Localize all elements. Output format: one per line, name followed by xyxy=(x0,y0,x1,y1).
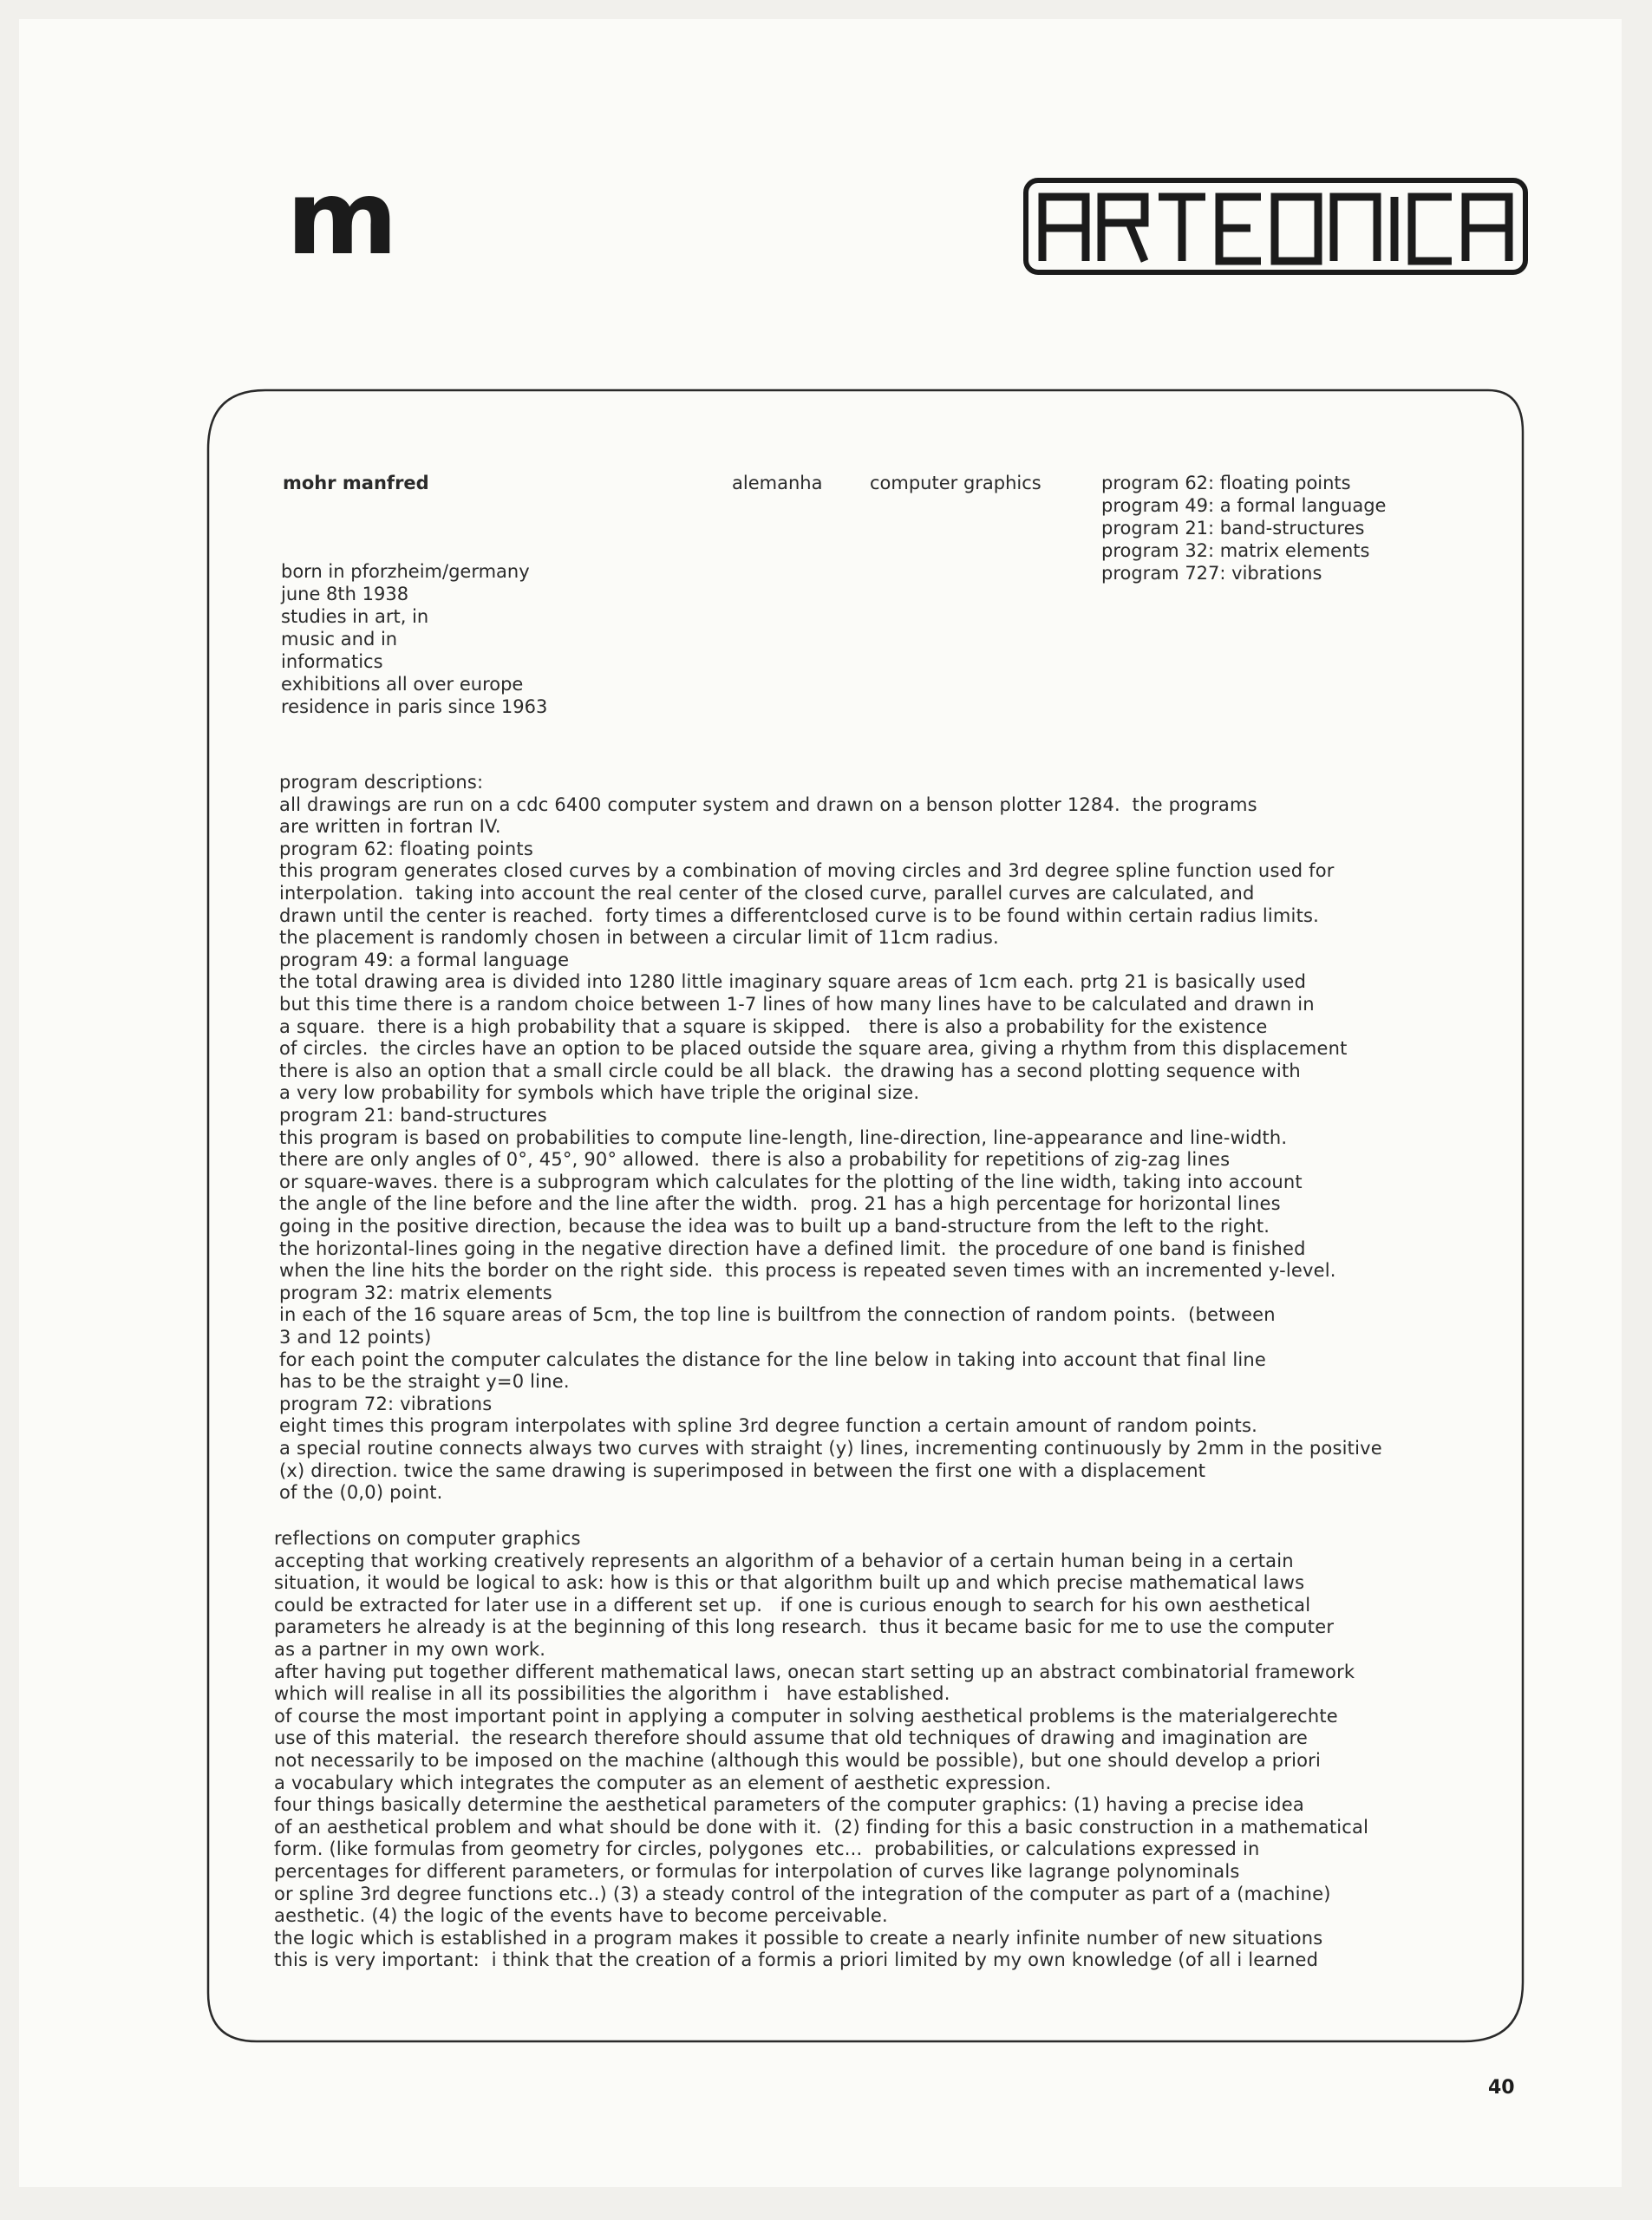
artist-country: alemanha xyxy=(732,473,823,493)
text-line: the total drawing area is divided into 1280 little imaginary square areas of 1cm each. prtg 21 is basically used xyxy=(279,971,1307,993)
text-line: program 72: vibrations xyxy=(279,1393,493,1414)
bio-line: residence in paris since 1963 xyxy=(281,696,548,717)
text-line: program 62: floating points xyxy=(279,838,534,859)
text-line: but this time there is a random choice between 1-7 lines of how many lines have to be calculated and drawn in xyxy=(279,994,1315,1015)
text-line: not necessarily to be imposed on the machine (although this would be possible), but one should develop a priori xyxy=(274,1750,1322,1771)
text-line: when the line hits the border on the right side. this process is repeated seven times with an incremented y-level. xyxy=(279,1260,1336,1282)
artist-category: computer graphics xyxy=(870,473,1041,493)
text-line: accepting that working creatively represents an algorithm of a behavior of a certain human being in a certain xyxy=(274,1550,1294,1571)
text-line: a vocabulary which integrates the computer as an element of aesthetic expression. xyxy=(274,1772,1052,1793)
text-line: after having put together different mathematical laws, onecan start setting up an abstract combinatorial framework xyxy=(274,1661,1355,1682)
bio-line: june 8th 1938 xyxy=(281,584,409,604)
text-line: of course the most important point in applying a computer in solving aesthetical problems is the materialgerechte xyxy=(274,1705,1338,1727)
text-line: the angle of the line before and the line after the width. prog. 21 has a high percentage for horizontal lines xyxy=(279,1193,1281,1215)
text-line: this program generates closed curves by a combination of moving circles and 3rd degree spline function used for xyxy=(279,860,1335,882)
bio-line: exhibitions all over europe xyxy=(281,674,524,695)
page-number: 40 xyxy=(1488,2077,1515,2099)
bio-line: studies in art, in xyxy=(281,606,429,627)
text-line: as a partner in my own work. xyxy=(274,1639,546,1660)
text-line: of the (0,0) point. xyxy=(279,1482,443,1504)
text-line: this program is based on probabilities to compute line-length, line-direction, line-appearance and line-width. xyxy=(279,1126,1288,1148)
text-line: four things basically determine the aesthetical parameters of the computer graphics: (1) having a precise idea xyxy=(274,1794,1304,1816)
program-list-item: program 32: matrix elements xyxy=(1101,540,1370,561)
text-line: are written in fortran IV. xyxy=(279,816,501,838)
program-list-item: program 21: band-structures xyxy=(1101,518,1365,539)
bio-line: born in pforzheim/germany xyxy=(281,561,530,582)
program-list-item: program 62: floating points xyxy=(1101,473,1351,493)
text-line: program 32: matrix elements xyxy=(279,1282,552,1303)
text-line: parameters he already is at the beginning of this long research. thus it became basic for me to use the computer xyxy=(274,1616,1335,1638)
text-line: the placement is randomly chosen in between a circular limit of 11cm radius. xyxy=(279,927,999,949)
text-line: the horizontal-lines going in the negative direction have a defined limit. the procedure of one band is finished xyxy=(279,1237,1306,1259)
text-line: or square-waves. there is a subprogram which calculates for the plotting of the line width, taking into account xyxy=(279,1171,1303,1192)
text-line: a square. there is a high probability that a square is skipped. there is also a probability for the existence xyxy=(279,1015,1268,1037)
text-line: in each of the 16 square areas of 5cm, the top line is builtfrom the connection of random points. (between xyxy=(279,1304,1276,1326)
program-list-item: program 49: a formal language xyxy=(1101,495,1387,516)
text-line: which will realise in all its possibilities the algorithm i have established. xyxy=(274,1683,950,1705)
text-line: going in the positive direction, because the idea was to built up a band-structure from the left to the right. xyxy=(279,1216,1270,1237)
artist-name: mohr manfred xyxy=(283,473,429,493)
arteonica-logo xyxy=(1023,178,1528,275)
text-line: 3 and 12 points) xyxy=(279,1327,432,1348)
text-line: this is very important: i think that the creation of a formis a priori limited by my own knowledge (of all i learned xyxy=(274,1949,1319,1971)
bio-line: music and in xyxy=(281,629,398,650)
masthead-initial: m xyxy=(286,158,393,278)
section-heading: reflections on computer graphics xyxy=(274,1528,581,1549)
bio-line: informatics xyxy=(281,651,383,672)
text-line: drawn until the center is reached. forty times a differentclosed curve is to be found within certain radius limits. xyxy=(279,904,1320,926)
text-line: has to be the straight y=0 line. xyxy=(279,1371,570,1393)
text-line: eight times this program interpolates with spline 3rd degree function a certain amount of random points. xyxy=(279,1415,1257,1437)
program-list-item: program 727: vibrations xyxy=(1101,563,1322,584)
section-heading: program descriptions: xyxy=(279,772,484,793)
text-line: a special routine connects always two curves with straight (y) lines, incrementing continuously by 2mm in the positive xyxy=(279,1438,1382,1459)
text-line: could be extracted for later use in a different set up. if one is curious enough to search for his own aesthetical xyxy=(274,1594,1311,1616)
text-line: of an aesthetical problem and what should be done with it. (2) finding for this a basic construction in a mathematical xyxy=(274,1816,1369,1838)
text-line: program 21: band-structures xyxy=(279,1105,547,1126)
text-line: or spline 3rd degree functions etc..) (3) a steady control of the integration of the computer as part of a (machine) xyxy=(274,1883,1331,1904)
text-line: form. (like formulas from geometry for circles, polygones etc... probabilities, or calculations expressed in xyxy=(274,1838,1260,1860)
text-line: use of this material. the research therefore should assume that old techniques of drawing and imagination are xyxy=(274,1727,1308,1749)
text-line: (x) direction. twice the same drawing is superimposed in between the first one with a displacement xyxy=(279,1459,1206,1481)
text-line: all drawings are run on a cdc 6400 computer system and drawn on a benson plotter 1284. the programs xyxy=(279,793,1257,815)
text-line: there is also an option that a small circle could be all black. the drawing has a second plotting sequence with xyxy=(279,1060,1301,1081)
text-line: a very low probability for symbols which have triple the original size. xyxy=(279,1082,920,1104)
text-line: for each point the computer calculates the distance for the line below in taking into account that final line xyxy=(279,1348,1267,1370)
text-line: interpolation. taking into account the real center of the closed curve, parallel curves are calculated, and xyxy=(279,883,1255,904)
text-line: there are only angles of 0°, 45°, 90° allowed. there is also a probability for repetitions of zig-zag lines xyxy=(279,1149,1231,1171)
text-line: program 49: a formal language xyxy=(279,949,570,970)
text-line: percentages for different parameters, or formulas for interpolation of curves like lagrange polynominals xyxy=(274,1861,1240,1882)
text-line: situation, it would be logical to ask: how is this or that algorithm built up and which precise mathematical laws xyxy=(274,1572,1305,1594)
text-line: of circles. the circles have an option to be placed outside the square area, giving a rhythm from this displacement xyxy=(279,1038,1348,1060)
text-line: aesthetic. (4) the logic of the events have to become perceivable. xyxy=(274,1905,888,1927)
text-line: the logic which is established in a program makes it possible to create a nearly infinite number of new situations xyxy=(274,1927,1323,1949)
